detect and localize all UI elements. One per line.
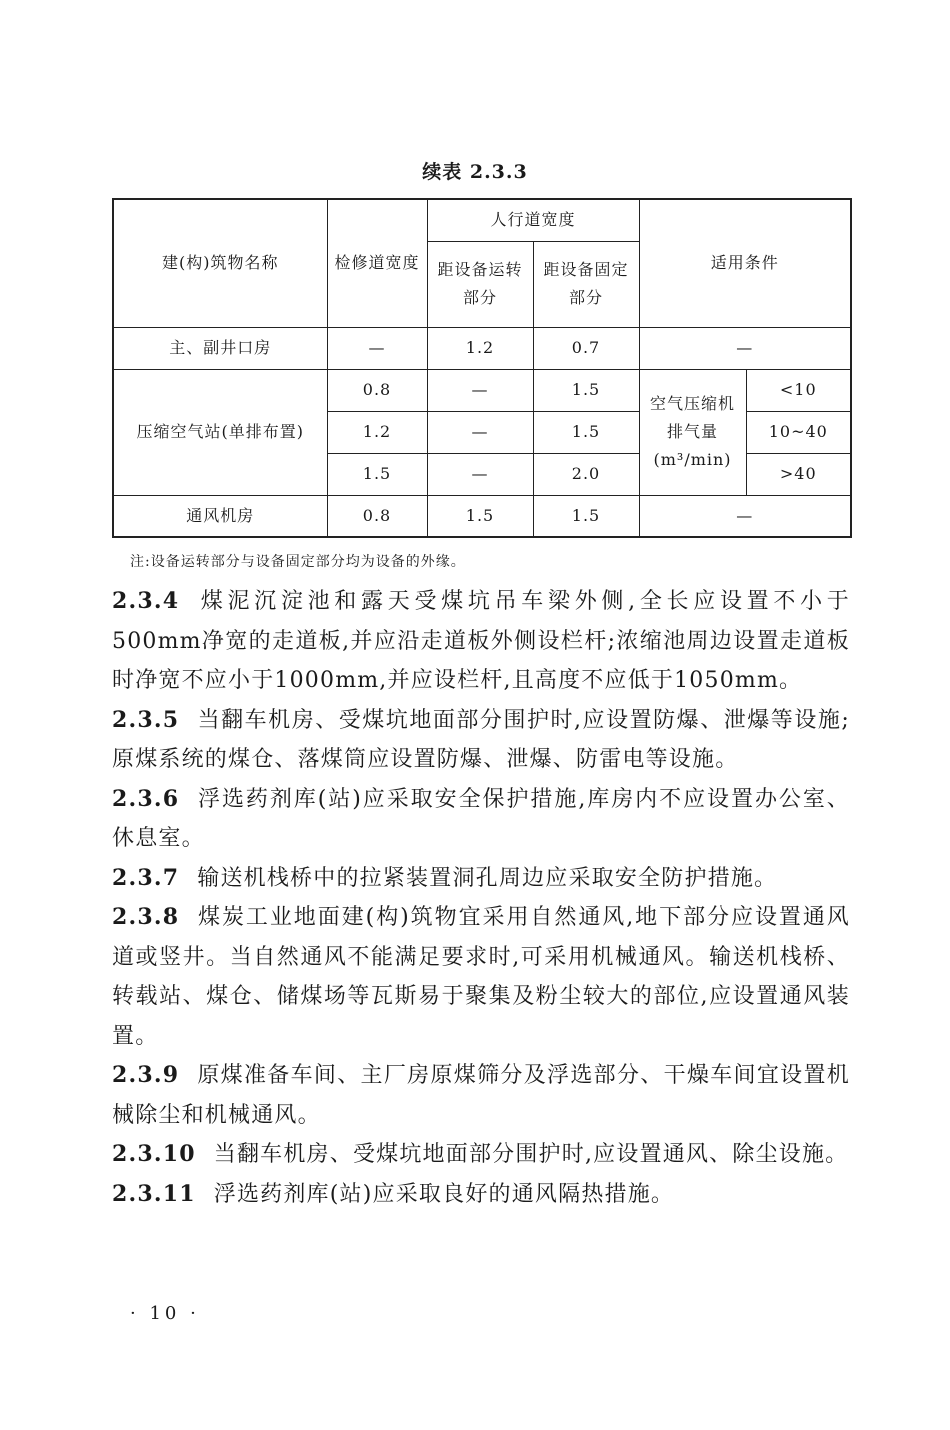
- cell-range: <10: [746, 369, 851, 411]
- clause-text: 原煤准备车间、主厂房原煤筛分及浮选部分、干燥车间宜设置机械除尘和机械通风。: [112, 1063, 850, 1128]
- cell-name: 压缩空气站(单排布置): [113, 369, 327, 495]
- cell-fixed: 1.5: [533, 411, 639, 453]
- clause-text: 浮选药剂库(站)应采取安全保护措施,库房内不应设置办公室、休息室。: [112, 786, 850, 851]
- clause-text: 浮选药剂库(站)应采取良好的通风隔热措施。: [213, 1181, 675, 1207]
- cell-maintenance: 0.8: [327, 495, 427, 537]
- condition-label: 空气压缩机排气量: [650, 394, 736, 441]
- cell-fixed: 2.0: [533, 453, 639, 495]
- table-row: [113, 495, 851, 537]
- cell-moving: 1.2: [427, 327, 533, 369]
- cell-range: >40: [746, 453, 851, 495]
- cell-maintenance: 1.2: [327, 411, 427, 453]
- clause-number: 2.3.9: [112, 1062, 180, 1088]
- clause: [112, 1056, 850, 1135]
- clause-number: 2.3.5: [112, 706, 180, 733]
- clause-number: 2.3.8: [112, 904, 180, 930]
- clause: [112, 701, 850, 780]
- cell-moving: 1.5: [427, 495, 533, 537]
- clause-number: 2.3.6: [112, 785, 180, 812]
- header-maintenance-width: 检修道宽度: [327, 199, 427, 327]
- clause-number: 2.3.11: [112, 1180, 196, 1207]
- table-note: 注:设备运转部分与设备固定部分均为设备的外缘。: [130, 554, 466, 570]
- header-from-moving: 距设备运转部分: [427, 241, 533, 327]
- header-from-fixed: 距设备固定部分: [533, 241, 639, 327]
- clause: [112, 1175, 850, 1215]
- cell-fixed: 0.7: [533, 327, 639, 369]
- clause-text: 煤泥沉淀池和露天受煤坑吊车梁外侧,全长应设置不小于500mm净宽的走道板,并应沿走道板外侧设栏杆;浓缩池周边设置走道板时净宽不应小于1000mm,并应设栏杆,且高度不应低于1050mm。: [112, 589, 850, 693]
- cell-name: 通风机房: [113, 495, 327, 537]
- condition-unit: (m³/min): [653, 450, 732, 469]
- clause-text: 输送机栈桥中的拉紧装置洞孔周边应采取安全防护措施。: [197, 865, 778, 891]
- page-number: · 10 ·: [130, 1303, 200, 1324]
- clause: [112, 582, 850, 701]
- clause-text: 当翻车机房、受煤坑地面部分围护时,应设置防爆、泄爆等设施;原煤系统的煤仓、落煤筒应设置防爆、泄爆、防雷电等设施。: [112, 707, 850, 772]
- cell-maintenance: 1.5: [327, 453, 427, 495]
- cell-moving: —: [427, 411, 533, 453]
- header-condition: 适用条件: [639, 199, 851, 327]
- clause-number: 2.3.10: [112, 1141, 196, 1167]
- header-name: 建(构)筑物名称: [113, 199, 327, 327]
- header-walkway-width: 人行道宽度: [427, 199, 639, 241]
- table-caption: 续表 2.3.3: [422, 161, 528, 183]
- cell-moving: —: [427, 453, 533, 495]
- clause-text: 煤炭工业地面建(构)筑物宜采用自然通风,地下部分应设置通风道或竖井。当自然通风不能满足要求时,可采用机械通风。输送机栈桥、转载站、煤仓、储煤场等瓦斯易于聚集及粉尘较大的部位,应设置通风装置。: [112, 905, 850, 1049]
- clause-text: 当翻车机房、受煤坑地面部分围护时,应设置通风、除尘设施。: [213, 1142, 849, 1167]
- cell-range: 10~40: [746, 411, 851, 453]
- cell-condition: —: [639, 495, 851, 537]
- cell-condition-label: [639, 369, 746, 495]
- cell-fixed: 1.5: [533, 369, 639, 411]
- table-row: [113, 327, 851, 369]
- cell-maintenance: —: [327, 327, 427, 369]
- table-row: [113, 369, 851, 411]
- clause: [112, 1135, 850, 1175]
- clause: [112, 859, 850, 899]
- clause-list: [112, 582, 850, 1214]
- cell-moving: —: [427, 369, 533, 411]
- cell-fixed: 1.5: [533, 495, 639, 537]
- cell-condition: —: [639, 327, 851, 369]
- clause-number: 2.3.4: [112, 588, 180, 614]
- spacing-table: [112, 198, 852, 538]
- clause: [112, 780, 850, 859]
- cell-name: 主、副井口房: [113, 327, 327, 369]
- clause-number: 2.3.7: [112, 864, 180, 891]
- clause: [112, 898, 850, 1056]
- cell-maintenance: 0.8: [327, 369, 427, 411]
